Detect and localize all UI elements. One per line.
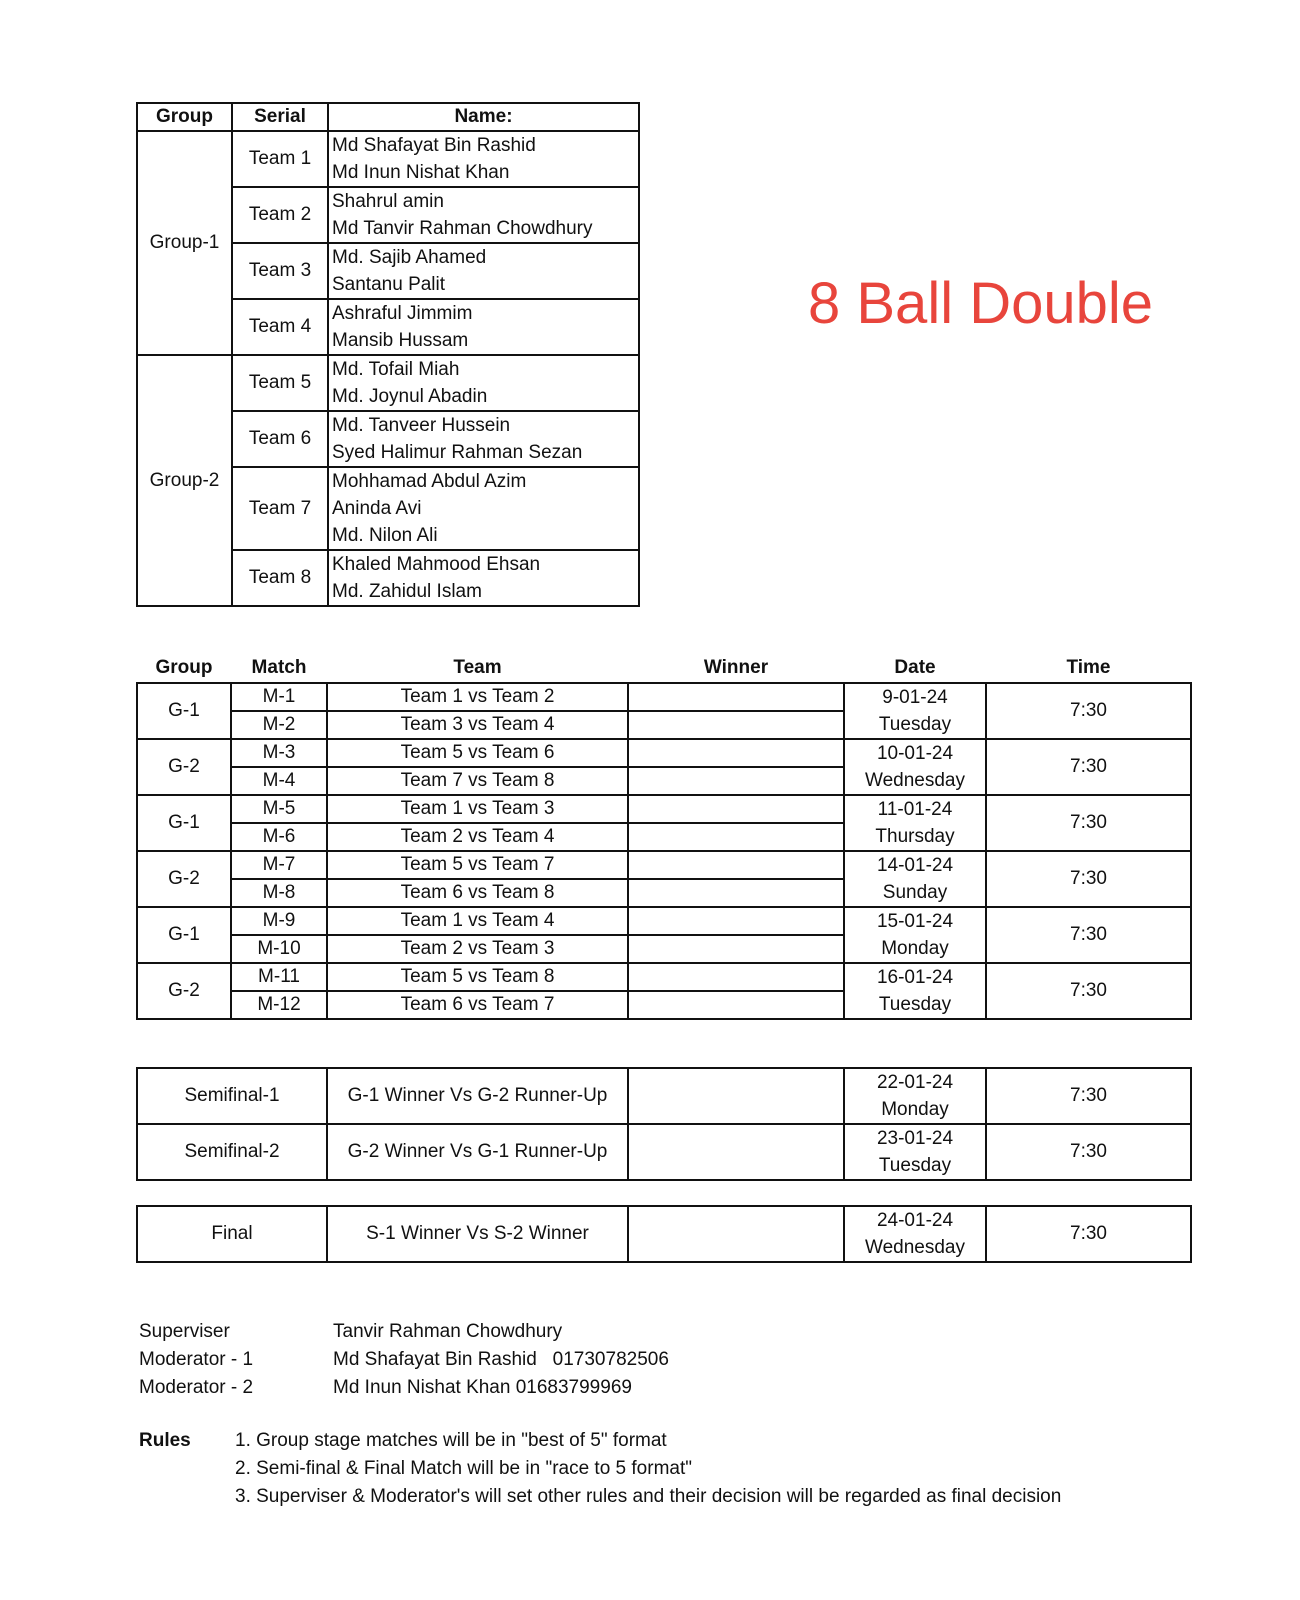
match-teams: Team 2 vs Team 3 (327, 935, 628, 963)
staff-row (139, 1374, 669, 1402)
match-group: G-1 (137, 683, 231, 739)
semifinal-row (137, 1124, 1191, 1180)
member-name: Shahrul amin (332, 191, 444, 212)
match-winner-cell (628, 767, 844, 795)
team-row (137, 355, 639, 411)
team-members (328, 243, 639, 299)
rule-item: 1. Group stage matches will be in "best of 5" format (235, 1430, 667, 1451)
match-group: G-2 (137, 963, 231, 1019)
member-name: Syed Halimur Rahman Sezan (332, 442, 583, 463)
match-id: M-2 (231, 711, 327, 739)
semifinal-date: 23-01-24 (876, 1128, 954, 1149)
match-teams: Team 7 vs Team 8 (327, 767, 628, 795)
match-day: Tuesday (878, 994, 952, 1015)
match-winner-cell (628, 879, 844, 907)
page-title: 8 Ball Double (808, 271, 1153, 336)
match-id: M-10 (231, 935, 327, 963)
match-winner-cell (628, 907, 844, 935)
final-winner-cell (628, 1206, 844, 1262)
match-teams: Team 1 vs Team 3 (327, 795, 628, 823)
staff-role: Superviser (139, 1321, 230, 1342)
match-winner-cell (628, 683, 844, 711)
team-members (328, 131, 639, 187)
member-name: Md. Nilon Ali (332, 525, 438, 546)
semifinal-row (137, 1068, 1191, 1124)
final-fixture: S-1 Winner Vs S-2 Winner (327, 1206, 628, 1262)
match-day: Monday (881, 938, 949, 959)
semifinal-date-cell (844, 1124, 986, 1180)
match-time: 7:30 (986, 683, 1191, 739)
group-name: Group-2 (137, 355, 232, 606)
staff-detail: Tanvir Rahman Chowdhury (333, 1321, 563, 1342)
match-date: 15-01-24 (876, 911, 954, 932)
match-date-cell (844, 963, 986, 1019)
match-id: M-12 (231, 991, 327, 1019)
match-group: G-1 (137, 907, 231, 963)
match-date: 10-01-24 (876, 743, 954, 764)
rules-label: Rules (139, 1430, 191, 1451)
match-day: Sunday (882, 882, 948, 903)
member-name: Md Inun Nishat Khan (332, 162, 510, 183)
match-row (137, 907, 1191, 935)
semifinal-day: Monday (881, 1099, 949, 1120)
match-date-cell (844, 907, 986, 963)
team-members (328, 411, 639, 467)
header-group: Group (137, 103, 232, 131)
final-day: Wednesday (865, 1237, 965, 1258)
match-id: M-11 (231, 963, 327, 991)
semifinal-date-cell (844, 1068, 986, 1124)
match-day: Thursday (875, 826, 955, 847)
team-serial: Team 4 (232, 299, 328, 355)
member-name: Md. Zahidul Islam (332, 581, 482, 602)
match-teams: Team 5 vs Team 6 (327, 739, 628, 767)
staff-row (139, 1318, 669, 1346)
staff-list (139, 1318, 669, 1402)
match-id: M-5 (231, 795, 327, 823)
schedule-header-winner: Winner (703, 657, 769, 678)
match-date-cell (844, 683, 986, 739)
match-row (137, 963, 1191, 991)
team-serial: Team 2 (232, 187, 328, 243)
schedule-header-team: Team (453, 657, 502, 678)
semifinal-day: Tuesday (878, 1155, 952, 1176)
semifinal-label: Semifinal-1 (137, 1068, 327, 1124)
schedule-header-date: Date (894, 657, 936, 678)
teams-table (136, 102, 640, 607)
match-time: 7:30 (986, 907, 1191, 963)
team-serial: Team 8 (232, 550, 328, 606)
team-serial: Team 7 (232, 467, 328, 550)
match-winner-cell (628, 823, 844, 851)
match-winner-cell (628, 963, 844, 991)
match-time: 7:30 (986, 851, 1191, 907)
match-id: M-3 (231, 739, 327, 767)
match-date-cell (844, 739, 986, 795)
semifinal-label: Semifinal-2 (137, 1124, 327, 1180)
match-teams: Team 6 vs Team 8 (327, 879, 628, 907)
rules-list (235, 1427, 1135, 1511)
member-name: Md Shafayat Bin Rashid (332, 135, 536, 156)
match-teams: Team 3 vs Team 4 (327, 711, 628, 739)
match-day: Tuesday (878, 714, 952, 735)
match-teams: Team 5 vs Team 8 (327, 963, 628, 991)
schedule-header-match: Match (251, 657, 307, 678)
match-teams: Team 1 vs Team 2 (327, 683, 628, 711)
member-name: Khaled Mahmood Ehsan (332, 554, 541, 575)
match-id: M-8 (231, 879, 327, 907)
match-time: 7:30 (986, 963, 1191, 1019)
semifinal-winner-cell (628, 1124, 844, 1180)
team-serial: Team 6 (232, 411, 328, 467)
match-group: G-2 (137, 851, 231, 907)
team-members (328, 550, 639, 606)
match-teams: Team 2 vs Team 4 (327, 823, 628, 851)
match-winner-cell (628, 711, 844, 739)
match-winner-cell (628, 795, 844, 823)
staff-role: Moderator - 2 (139, 1377, 254, 1398)
match-date: 9-01-24 (882, 687, 948, 708)
team-serial: Team 5 (232, 355, 328, 411)
member-name: Mohhamad Abdul Azim (332, 471, 527, 492)
rule-item: 2. Semi-final & Final Match will be in "race to 5 format" (235, 1458, 692, 1479)
match-id: M-7 (231, 851, 327, 879)
match-date: 14-01-24 (876, 855, 954, 876)
match-date-cell (844, 795, 986, 851)
member-name: Md. Tanveer Hussein (332, 415, 511, 436)
semifinal-date: 22-01-24 (876, 1072, 954, 1093)
match-winner-cell (628, 851, 844, 879)
match-teams: Team 6 vs Team 7 (327, 991, 628, 1019)
match-winner-cell (628, 935, 844, 963)
match-id: M-9 (231, 907, 327, 935)
semifinal-fixture: G-1 Winner Vs G-2 Runner-Up (327, 1068, 628, 1124)
header-name: Name: (328, 103, 639, 131)
match-id: M-4 (231, 767, 327, 795)
final-date: 24-01-24 (876, 1210, 954, 1231)
team-members (328, 299, 639, 355)
member-name: Md. Tofail Miah (332, 359, 460, 380)
member-name: Mansib Hussam (332, 330, 469, 351)
schedule-table (136, 654, 1192, 1020)
semifinal-fixture: G-2 Winner Vs G-1 Runner-Up (327, 1124, 628, 1180)
semifinals-table (136, 1067, 1192, 1181)
match-date: 11-01-24 (877, 799, 953, 820)
match-group: G-2 (137, 739, 231, 795)
match-row (137, 851, 1191, 879)
final-table (136, 1205, 1192, 1263)
match-teams: Team 1 vs Team 4 (327, 907, 628, 935)
team-members (328, 355, 639, 411)
member-name: Md Tanvir Rahman Chowdhury (332, 218, 593, 239)
member-name: Aninda Avi (332, 498, 422, 519)
match-group: G-1 (137, 795, 231, 851)
match-time: 7:30 (986, 795, 1191, 851)
semifinal-time: 7:30 (986, 1124, 1191, 1180)
match-winner-cell (628, 739, 844, 767)
team-serial: Team 1 (232, 131, 328, 187)
match-time: 7:30 (986, 739, 1191, 795)
group-name: Group-1 (137, 131, 232, 355)
staff-row (139, 1346, 669, 1374)
team-row (137, 131, 639, 187)
team-members (328, 187, 639, 243)
member-name: Ashraful Jimmim (332, 303, 473, 324)
match-day: Wednesday (865, 770, 965, 791)
header-serial: Serial (232, 103, 328, 131)
match-row (137, 683, 1191, 711)
final-date-cell (844, 1206, 986, 1262)
match-row (137, 795, 1191, 823)
final-row (137, 1206, 1191, 1262)
match-row (137, 739, 1191, 767)
member-name: Md. Sajib Ahamed (332, 247, 487, 268)
match-id: M-1 (231, 683, 327, 711)
team-serial: Team 3 (232, 243, 328, 299)
schedule-header-time: Time (1066, 657, 1111, 678)
final-label: Final (137, 1206, 327, 1262)
match-winner-cell (628, 991, 844, 1019)
final-time: 7:30 (986, 1206, 1191, 1262)
member-name: Santanu Palit (332, 274, 446, 295)
staff-detail: Md Shafayat Bin Rashid 01730782506 (333, 1349, 669, 1370)
schedule-header-group: Group (155, 657, 213, 678)
match-date-cell (844, 851, 986, 907)
semifinal-time: 7:30 (986, 1068, 1191, 1124)
staff-detail: Md Inun Nishat Khan 01683799969 (333, 1377, 632, 1398)
team-members (328, 467, 639, 550)
member-name: Md. Joynul Abadin (332, 386, 488, 407)
staff-role: Moderator - 1 (139, 1349, 254, 1370)
semifinal-winner-cell (628, 1068, 844, 1124)
match-id: M-6 (231, 823, 327, 851)
match-teams: Team 5 vs Team 7 (327, 851, 628, 879)
match-date: 16-01-24 (876, 967, 954, 988)
rule-item: 3. Superviser & Moderator's will set other rules and their decision will be regarded as final decision (235, 1486, 1062, 1507)
